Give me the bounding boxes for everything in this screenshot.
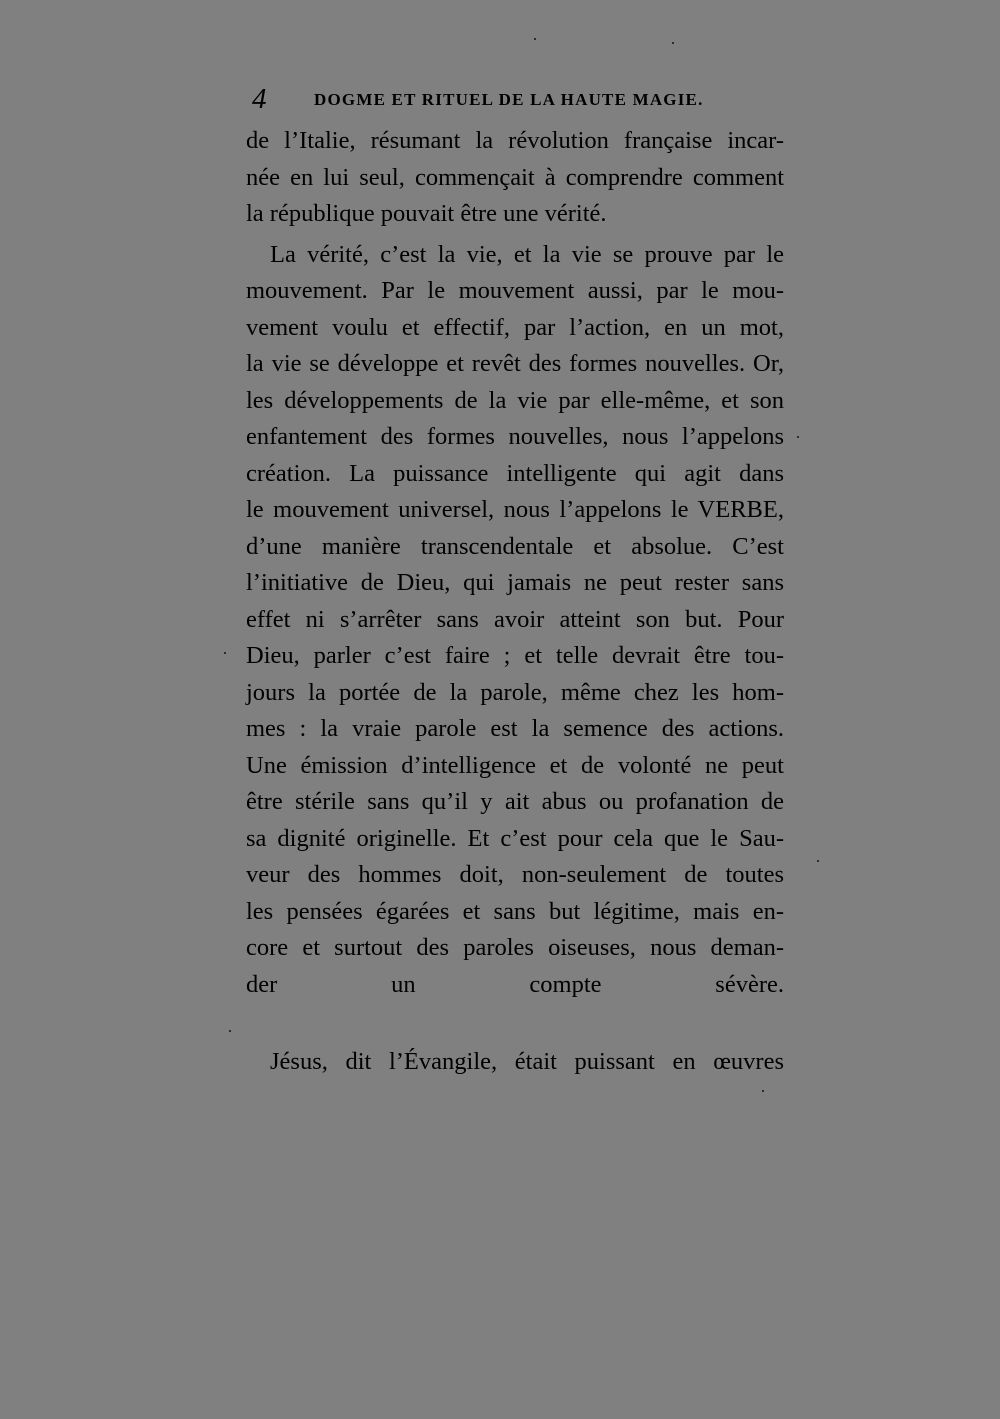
text-line: Jésus, dit l’Évangile, était puissant en œuvres <box>270 1047 784 1075</box>
scan-speck <box>817 860 819 862</box>
text-line: La vérité, c’est la vie, et la vie se prouve par le <box>270 240 784 268</box>
text-line: de l’Italie, résumant la révolution française incar- <box>246 127 784 154</box>
running-title: DOGME ET RITUEL DE LA HAUTE MAGIE. <box>314 90 704 109</box>
text-line: vement voulu et effectif, par l’action, en un mot, <box>246 313 784 341</box>
text-line: sa dignité originelle. Et c’est pour cela que le Sau- <box>246 824 784 852</box>
text-line: les pensées égarées et sans but légitime, mais en- <box>246 897 784 925</box>
paragraph <box>246 237 784 1040</box>
text-line: la vie se développe et revêt des formes nouvelles. Or, <box>246 350 784 377</box>
body-text <box>246 123 784 1080</box>
scan-speck <box>534 38 536 40</box>
text-line: Une émission d’intelligence et de volonté ne peut <box>246 751 784 779</box>
scan-speck <box>229 1030 231 1032</box>
page-header <box>248 84 788 118</box>
text-line: d’une manière transcendentale et absolue. C’est <box>246 532 784 560</box>
text-line: les développements de la vie par elle-même, et son <box>246 386 784 414</box>
text-line: la république pouvait être une vérité. <box>246 200 607 227</box>
scan-speck <box>797 436 799 438</box>
text-line: Dieu, parler c’est faire ; et telle devrait être tou- <box>246 642 784 669</box>
text-line: être stérile sans qu’il y ait abus ou profanation de <box>246 788 784 815</box>
text-line: mes : la vraie parole est la semence des actions. <box>246 715 784 742</box>
scan-speck <box>672 42 674 44</box>
paragraph <box>246 123 784 233</box>
text-line: core et surtout des paroles oiseuses, nous deman- <box>246 934 784 961</box>
text-line <box>246 1003 784 1040</box>
scan-speck <box>762 1090 764 1092</box>
text-line: jours la portée de la parole, même chez les hom- <box>246 678 784 706</box>
text-line: effet ni s’arrêter sans avoir atteint son but. Pour <box>246 605 784 633</box>
text-line: veur des hommes doit, non-seulement de toutes <box>246 861 784 888</box>
paragraph <box>246 1044 784 1081</box>
text-line: mouvement. Par le mouvement aussi, par le mou- <box>246 277 784 304</box>
text-line: l’initiative de Dieu, qui jamais ne peut rester sans <box>246 569 784 596</box>
page-number: 4 <box>252 83 267 115</box>
text-line: der un compte sévère. <box>246 970 784 998</box>
text-line: création. La puissance intelligente qui agit dans <box>246 459 784 487</box>
scan-speck <box>224 652 226 654</box>
text-line: née en lui seul, commençait à comprendre comment <box>246 163 784 191</box>
text-line: le mouvement universel, nous l’appelons le VERBE, <box>246 496 784 523</box>
text-line: enfantement des formes nouvelles, nous l’appelons <box>246 423 784 450</box>
